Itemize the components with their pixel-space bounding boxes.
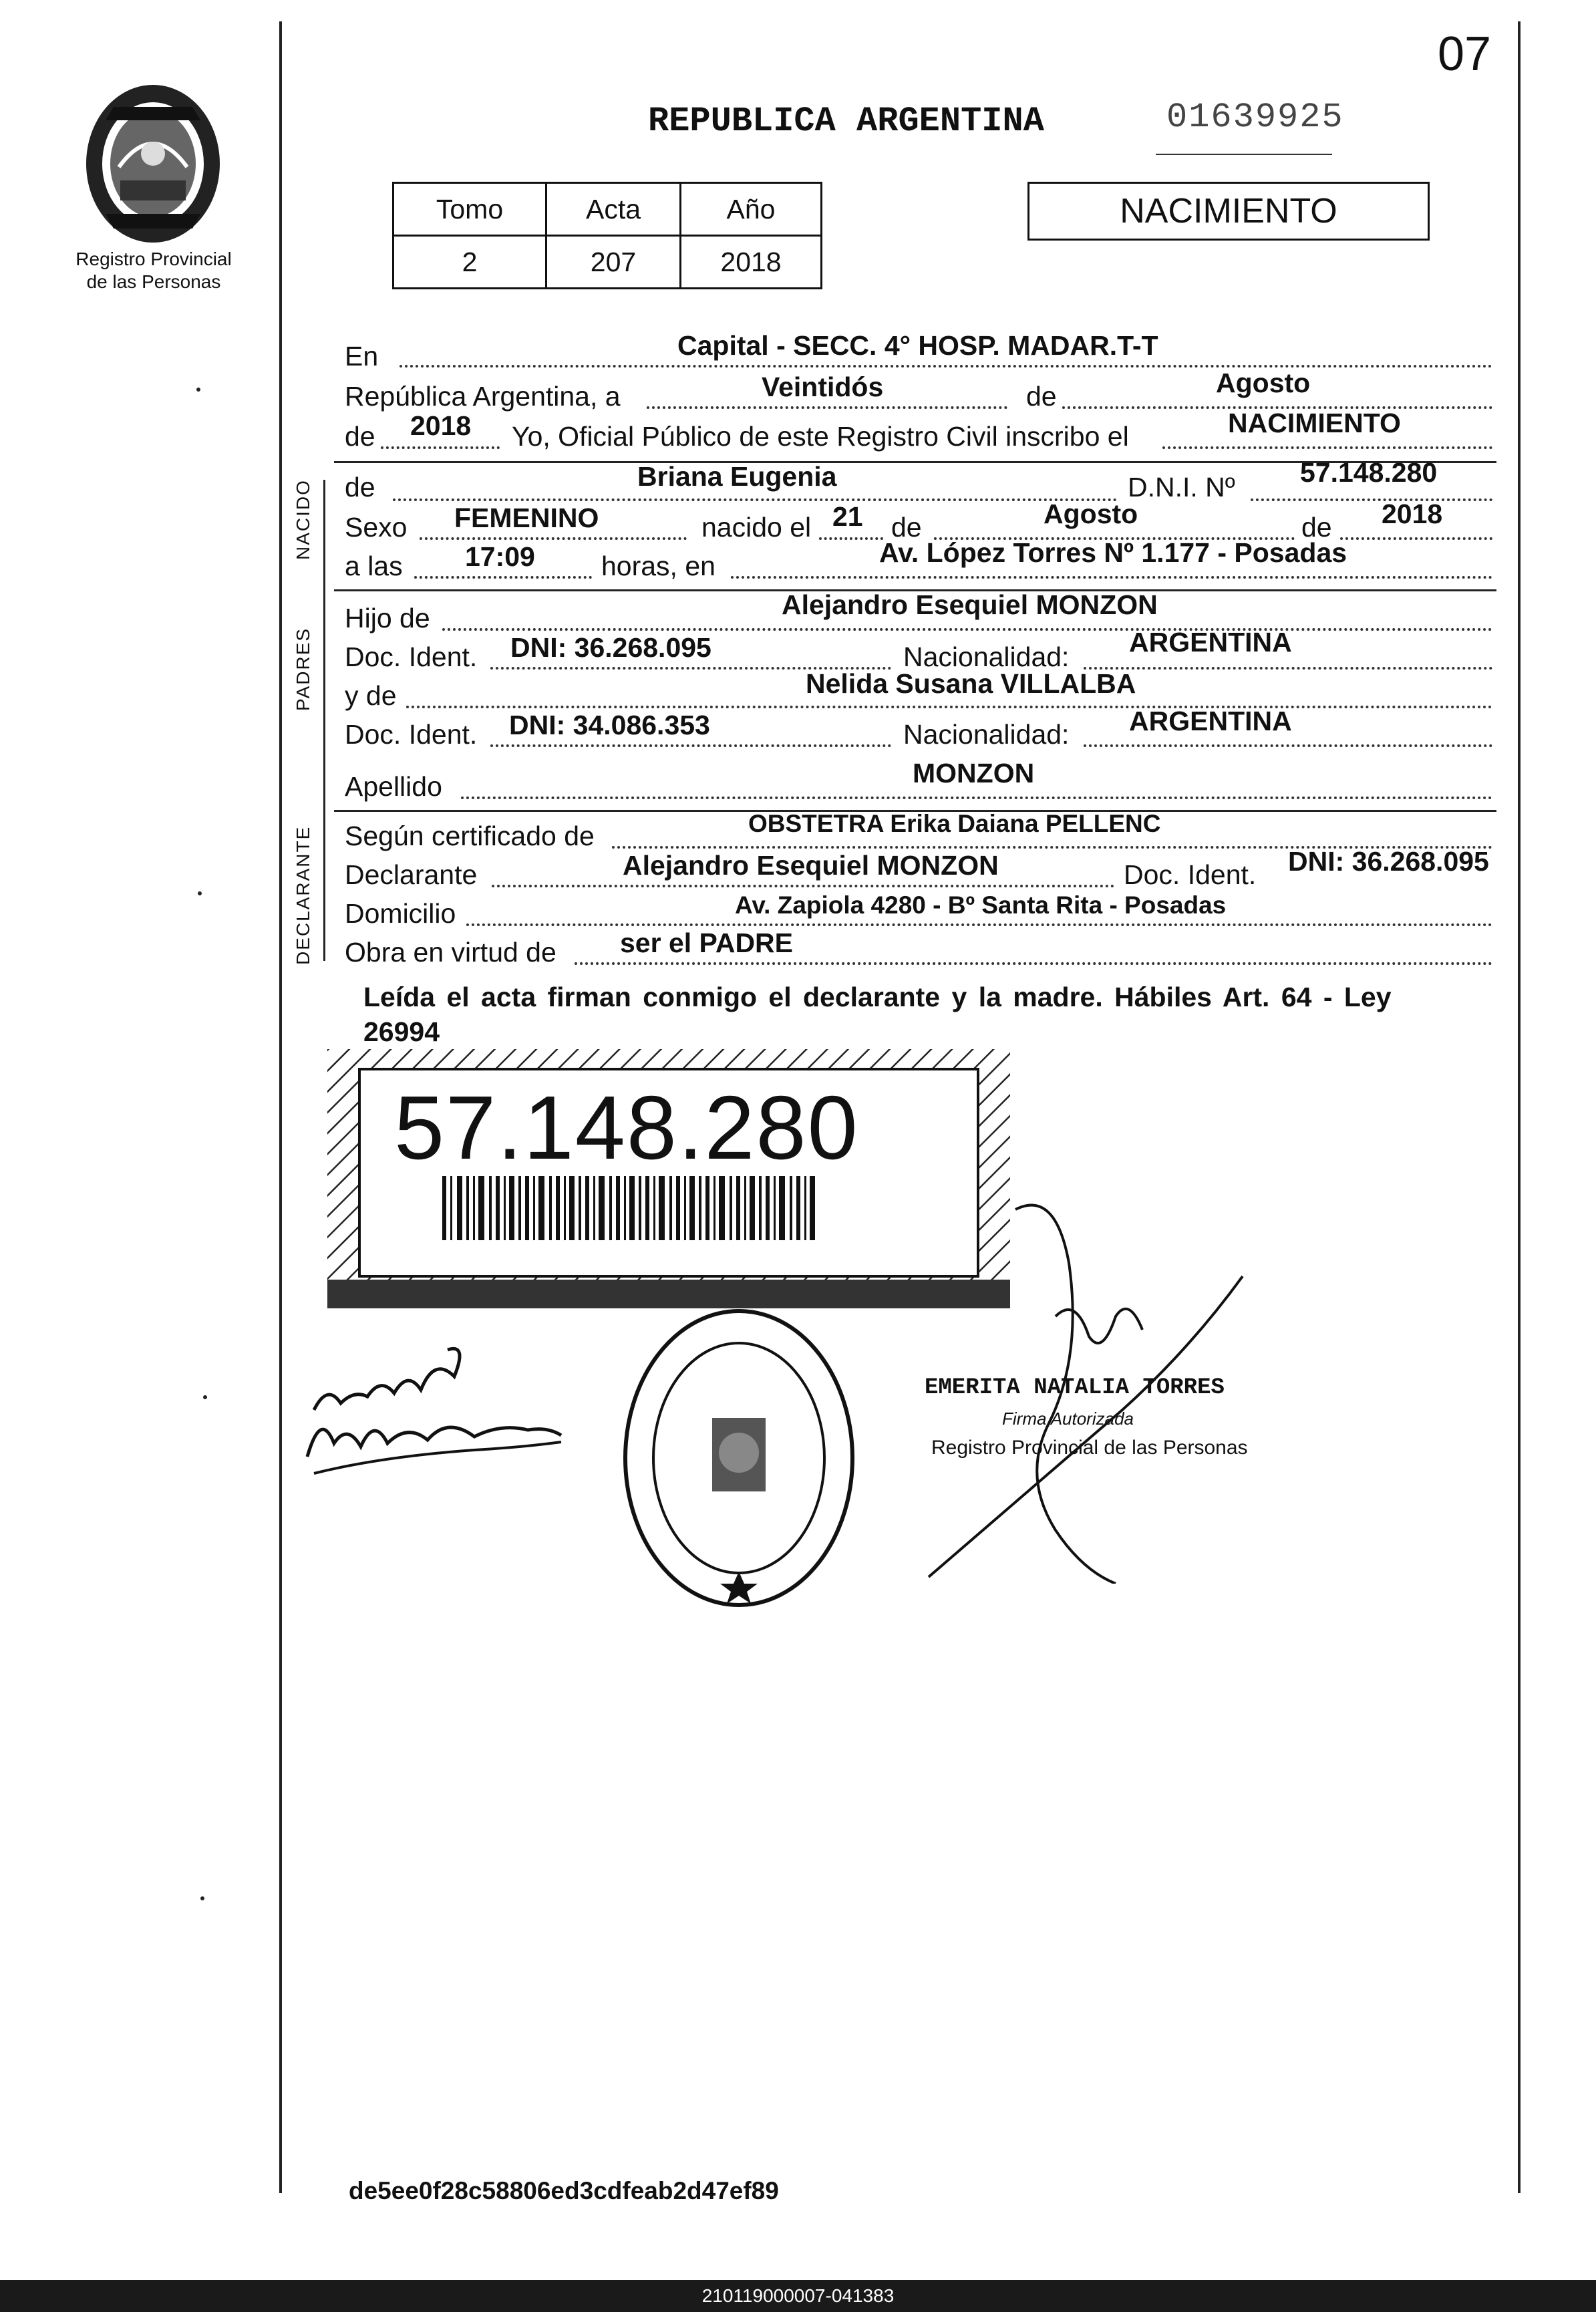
intro-de2-label: de [345, 421, 375, 452]
father-nac-dots [1084, 667, 1492, 670]
official-name: EMERITA NATALIA TORRES [925, 1375, 1225, 1401]
father-doc-label: Doc. Ident. [345, 641, 478, 672]
document-hash: de5ee0f28c58806ed3cdfeab2d47ef89 [349, 2177, 779, 2204]
dom-value: Av. Zapiola 4280 - Bº Santa Rita - Posadas [735, 891, 1227, 919]
tomo-value: 2 [393, 236, 546, 289]
registry-logo [79, 80, 227, 247]
sexo-label: Sexo [345, 512, 408, 543]
mother-doc-label: Doc. Ident. [345, 719, 478, 750]
dni-dots [1251, 498, 1492, 501]
birth-day-dots [819, 537, 883, 540]
decl-value: Alejandro Esequiel MONZON [623, 850, 999, 881]
father-nac-value: ARGENTINA [1129, 627, 1292, 658]
year-dots [381, 446, 500, 449]
ano-header: Año [681, 183, 822, 236]
page-number: 07 [1438, 27, 1492, 81]
mother-nac-dots [1084, 744, 1492, 747]
registry-seal [619, 1304, 859, 1612]
serial-underline [1156, 154, 1332, 155]
mother-dots [406, 706, 1492, 708]
dni-stamp-number: 57.148.280 [394, 1077, 859, 1178]
cert-value: OBSTETRA Erika Daiana PELLENC [748, 810, 1161, 837]
birth-hour-value: 17:09 [465, 541, 535, 572]
tomo-header: Tomo [393, 183, 546, 236]
en-value: Capital - SECC. 4° HOSP. MADAR.T-T [677, 330, 1158, 361]
section-divider-rule [323, 480, 325, 961]
intro-month-value: Agosto [1216, 368, 1311, 398]
cert-label: Según certificado de [345, 821, 595, 851]
en-label: En [345, 341, 379, 372]
inscribo-dots [1162, 446, 1492, 449]
nacido-name-value: Briana Eugenia [637, 461, 837, 492]
header-title: REPUBLICA ARGENTINA [648, 102, 1044, 141]
serial-number: 01639925 [1166, 98, 1344, 137]
decl-doc-label: Doc. Ident. [1124, 859, 1257, 890]
alas-label: a las [345, 551, 403, 581]
record-type-box: NACIMIENTO [1027, 182, 1430, 241]
footer-code-bar: 210119000007-041383 [0, 2280, 1596, 2312]
oficial-label: Yo, Oficial Público de este Registro Civil inscribo el [512, 421, 1129, 452]
birth-de-label: de [891, 512, 922, 543]
mother-doc-dots [490, 744, 891, 747]
inscribo-value: NACIMIENTO [1228, 408, 1401, 438]
closing-statement: Leída el acta firman conmigo el declarante y la madre. Hábiles Art. 64 - Ley 26994 [363, 982, 1392, 1047]
apellido-dots [461, 797, 1492, 799]
decl-doc-value: DNI: 36.268.095 [1288, 846, 1489, 877]
hour-dots-line [414, 576, 592, 579]
intro-year-value: 2018 [410, 410, 472, 441]
acta-header: Acta [546, 183, 681, 236]
scan-dot [203, 1395, 207, 1399]
father-name-value: Alejandro Esequiel MONZON [782, 589, 1158, 620]
scan-dot [200, 1896, 204, 1900]
place-dots [731, 576, 1492, 579]
birth-day-value: 21 [832, 501, 863, 532]
padres-side-label: PADRES [293, 627, 313, 711]
decl-label: Declarante [345, 859, 478, 890]
sexo-value: FEMENINO [454, 502, 599, 533]
birth-year-dots [1340, 537, 1492, 540]
seal-icon [619, 1304, 859, 1612]
nacido-side-label: NACIDO [293, 479, 313, 560]
intro-de-label: de [1026, 381, 1057, 412]
father-dots [442, 628, 1492, 631]
apellido-value: MONZON [913, 758, 1035, 788]
name-dots [393, 498, 1117, 501]
hijo-label: Hijo de [345, 603, 430, 633]
dom-label: Domicilio [345, 898, 456, 929]
father-doc-value: DNI: 36.268.095 [510, 632, 711, 663]
mother-name-value: Nelida Susana VILLALBA [806, 668, 1136, 699]
sexo-dots [420, 537, 687, 540]
obra-value: ser el PADRE [620, 927, 794, 958]
apellido-label: Apellido [345, 771, 442, 802]
birth-year-value: 2018 [1382, 498, 1443, 529]
horas-label: horas, en [601, 551, 715, 581]
registry-table [392, 182, 822, 289]
nacido-de-label: de [345, 472, 375, 502]
birth-month-value: Agosto [1044, 498, 1138, 529]
obra-dots [575, 962, 1492, 965]
birth-place-value: Av. López Torres Nº 1.177 - Posadas [879, 537, 1347, 568]
nacido-dni-value: 57.148.280 [1300, 457, 1438, 488]
dom-dots [466, 923, 1492, 926]
official-org: Registro Provincial de las Personas [931, 1437, 1248, 1459]
mother-nac-value: ARGENTINA [1129, 706, 1292, 736]
scan-dot [196, 388, 200, 392]
nacido-el-label: nacido el [701, 512, 812, 543]
obra-label: Obra en virtud de [345, 937, 556, 968]
acta-value: 207 [546, 236, 681, 289]
yde-label: y de [345, 680, 397, 711]
scan-dot [198, 891, 202, 895]
decl-dots [492, 885, 1114, 887]
official-role: Firma Autorizada [1002, 1409, 1134, 1429]
day-dots [647, 406, 1007, 409]
dni-label: D.N.I. Nº [1128, 472, 1235, 502]
logo-caption-line1: Registro Provincial [75, 249, 232, 269]
declarante-signature [301, 1330, 568, 1483]
en-dots [400, 365, 1492, 368]
declarante-side-label: DECLARANTE [293, 825, 313, 965]
crest-icon [79, 80, 227, 247]
ano-value: 2018 [681, 236, 822, 289]
mother-doc-value: DNI: 34.086.353 [509, 710, 710, 740]
father-nac-label: Nacionalidad: [903, 641, 1070, 672]
left-margin-rule [279, 21, 282, 2193]
logo-caption-line2: de las Personas [86, 271, 221, 292]
intro-day-value: Veintidós [762, 372, 884, 402]
signature-graphic [301, 1330, 568, 1483]
right-margin-rule [1518, 21, 1521, 2193]
republica-label: República Argentina, a [345, 381, 621, 412]
birth-de2-label: de [1301, 512, 1332, 543]
mother-nac-label: Nacionalidad: [903, 719, 1070, 750]
